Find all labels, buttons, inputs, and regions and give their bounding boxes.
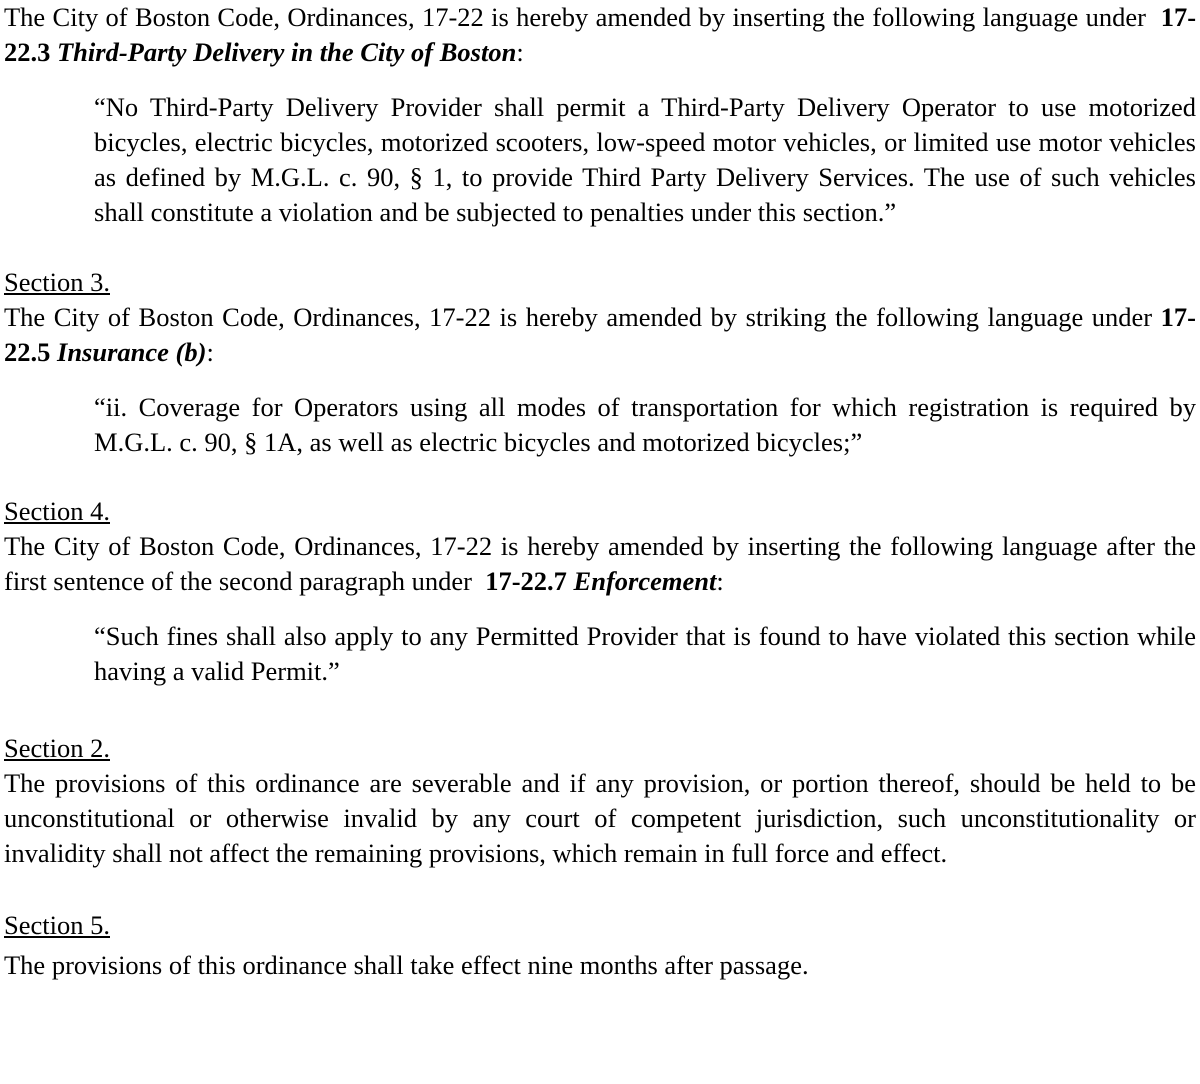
section-4-suffix: : (716, 566, 724, 596)
intro-amendment-text: The City of Boston Code, Ordinances, 17-22 is hereby amended by inserting the following language under (4, 2, 1146, 32)
section-4-ref-title: Enforcement (573, 566, 717, 596)
intro-quote: “No Third-Party Delivery Provider shall permit a Third-Party Delivery Operator to use motorized bicycles, electric bicycles, motorized scooters, low-speed motor vehicles, or limited use motor vehicles as defined by M.G.L. c. 90, § 1, to provide Third Party Delivery Services. The use of such vehicles shall constitute a violation and be subjected to penalties under this section.” (94, 92, 1196, 227)
intro-amendment-paragraph (4, 0, 1196, 70)
section-4-heading: Section 4. (4, 496, 110, 526)
section-3-text: The City of Boston Code, Ordinances, 17-22 is hereby amended by striking the following language under (4, 302, 1153, 332)
section-2-heading: Section 2. (4, 733, 110, 763)
section-4-text: The City of Boston Code, Ordinances, 17-22 is hereby amended by inserting the following language after the first sentence of the second paragraph under (4, 531, 1196, 596)
intro-ref-title: Third-Party Delivery in the City of Boston (57, 37, 517, 67)
section-4-ref-number: 17-22.7 (485, 566, 567, 596)
section-4-quote: “Such fines shall also apply to any Permitted Provider that is found to have violated this section while having a valid Permit.” (94, 621, 1196, 686)
section-4-paragraph (4, 529, 1196, 599)
section-3-ref-number: 17-22.5 (4, 302, 1196, 367)
section-3-quote: “ii. Coverage for Operators using all modes of transportation for which registration is required by M.G.L. c. 90, § 1A, as well as electric bicycles and motorized bicycles;” (94, 392, 1196, 457)
document-page (4, 0, 1196, 983)
section-3-ref-title: Insurance (b) (57, 337, 207, 367)
section-2-text: The provisions of this ordinance are severable and if any provision, or portion thereof, should be held to be unconstitutional or otherwise invalid by any court of competent jurisdiction, such unconstitutionality or invalidity shall not affect the remaining provisions, which remain in full force and effect. (4, 768, 1196, 868)
intro-suffix: : (516, 37, 524, 67)
intro-ref-number: 17-22.3 (4, 2, 1197, 67)
section-3-paragraph (4, 300, 1196, 370)
section-5-heading: Section 5. (4, 910, 110, 940)
section-5-text: The provisions of this ordinance shall take effect nine months after passage. (4, 950, 809, 980)
section-3-heading: Section 3. (4, 267, 110, 297)
section-3-suffix: : (206, 337, 214, 367)
